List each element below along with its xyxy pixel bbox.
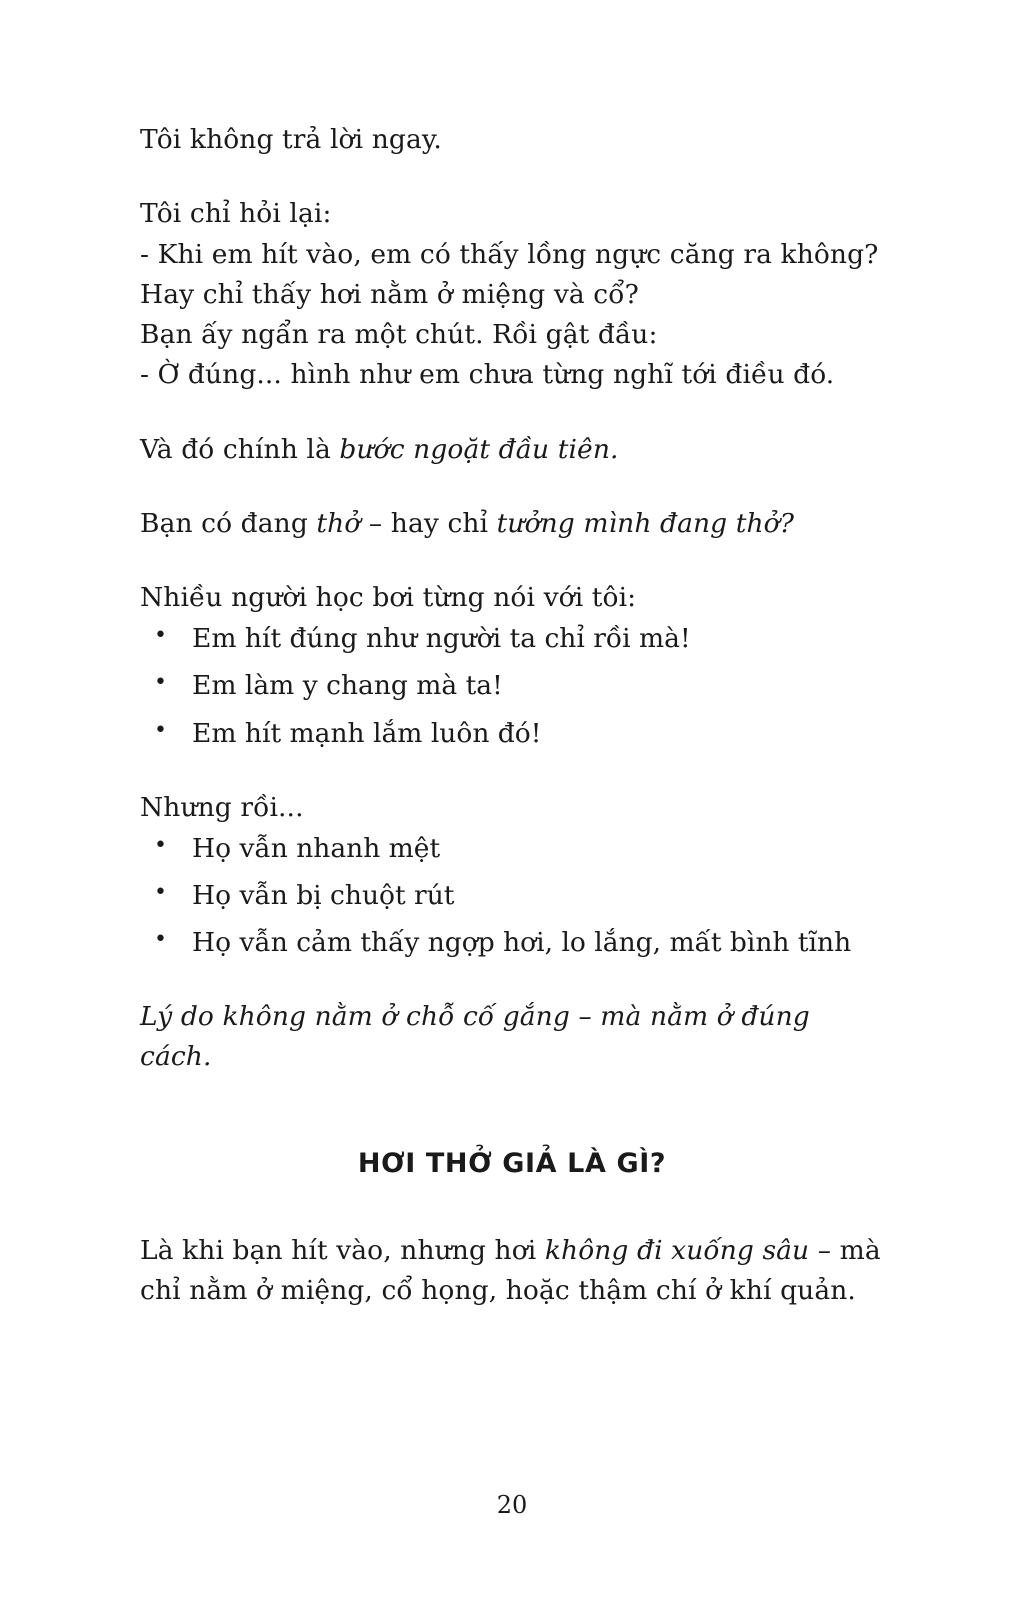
question-middle: – hay chỉ [360, 507, 497, 539]
quotes-intro-text: Nhiều người học bơi từng nói với tôi: [140, 582, 637, 614]
however-text: Nhưng rồi... [140, 791, 304, 823]
list-item [140, 828, 884, 869]
question-prefix: Bạn có đang [140, 507, 317, 539]
paragraph-turning-point [140, 430, 884, 470]
definition-suffix: – mà chỉ nằm ở miệng, cổ họng, hoặc thậm chí ở khí quản. [140, 1234, 881, 1306]
paragraph-intro [140, 120, 884, 160]
list-item [140, 618, 884, 659]
reason-text: Lý do không nằm ở chỗ cố gắng – mà nằm ở đúng cách. [140, 1001, 810, 1073]
question-emphasis-2: tưởng mình đang thở? [496, 507, 795, 539]
paragraph-dialogue [140, 194, 884, 395]
dialogue-line-1: Tôi chỉ hỏi lại: [140, 198, 332, 230]
dialogue-line-2: - Khi em hít vào, em có thấy lồng ngực căng ra không? [140, 238, 879, 270]
list-item [140, 922, 884, 963]
list-problems [140, 828, 884, 963]
turning-point-emphasis: bước ngoặt đầu tiên. [339, 433, 619, 465]
list-item-label: Họ vẫn bị chuột rút [192, 879, 455, 911]
paragraph-however [140, 788, 884, 828]
list-item-label: Họ vẫn nhanh mệt [192, 832, 441, 864]
list-item [140, 713, 884, 754]
question-emphasis-1: thở [316, 507, 361, 539]
list-item-label: Em làm y chang mà ta! [192, 670, 503, 702]
page-number: 20 [496, 1491, 528, 1519]
paragraph-quotes-intro [140, 578, 884, 618]
turning-point-prefix: Và đó chính là [140, 433, 340, 465]
list-item-label: Em hít đúng như người ta chỉ rồi mà! [192, 623, 691, 655]
list-item [140, 665, 884, 706]
list-item [140, 875, 884, 916]
paragraph-question [140, 504, 884, 544]
definition-prefix: Là khi bạn hít vào, nhưng hơi [140, 1234, 545, 1266]
list-learner-quotes [140, 618, 884, 753]
definition-emphasis: không đi xuống sâu [544, 1234, 810, 1266]
paragraph-definition [140, 1231, 884, 1312]
dialogue-line-3: Hay chỉ thấy hơi nằm ở miệng và cổ? [140, 278, 639, 310]
section-heading: HƠI THỞ GIẢ LÀ GÌ? [357, 1147, 667, 1179]
dialogue-line-4: Bạn ấy ngẩn ra một chút. Rồi gật đầu: [140, 319, 658, 351]
dialogue-line-5: - Ờ đúng... hình như em chưa từng nghĩ tới điều đó. [140, 359, 835, 391]
paragraph-intro-text: Tôi không trả lời ngay. [140, 124, 442, 155]
list-item-label: Họ vẫn cảm thấy ngợp hơi, lo lắng, mất bình tĩnh [192, 926, 852, 958]
paragraph-reason [140, 997, 884, 1078]
list-item-label: Em hít mạnh lắm luôn đó! [192, 717, 542, 749]
